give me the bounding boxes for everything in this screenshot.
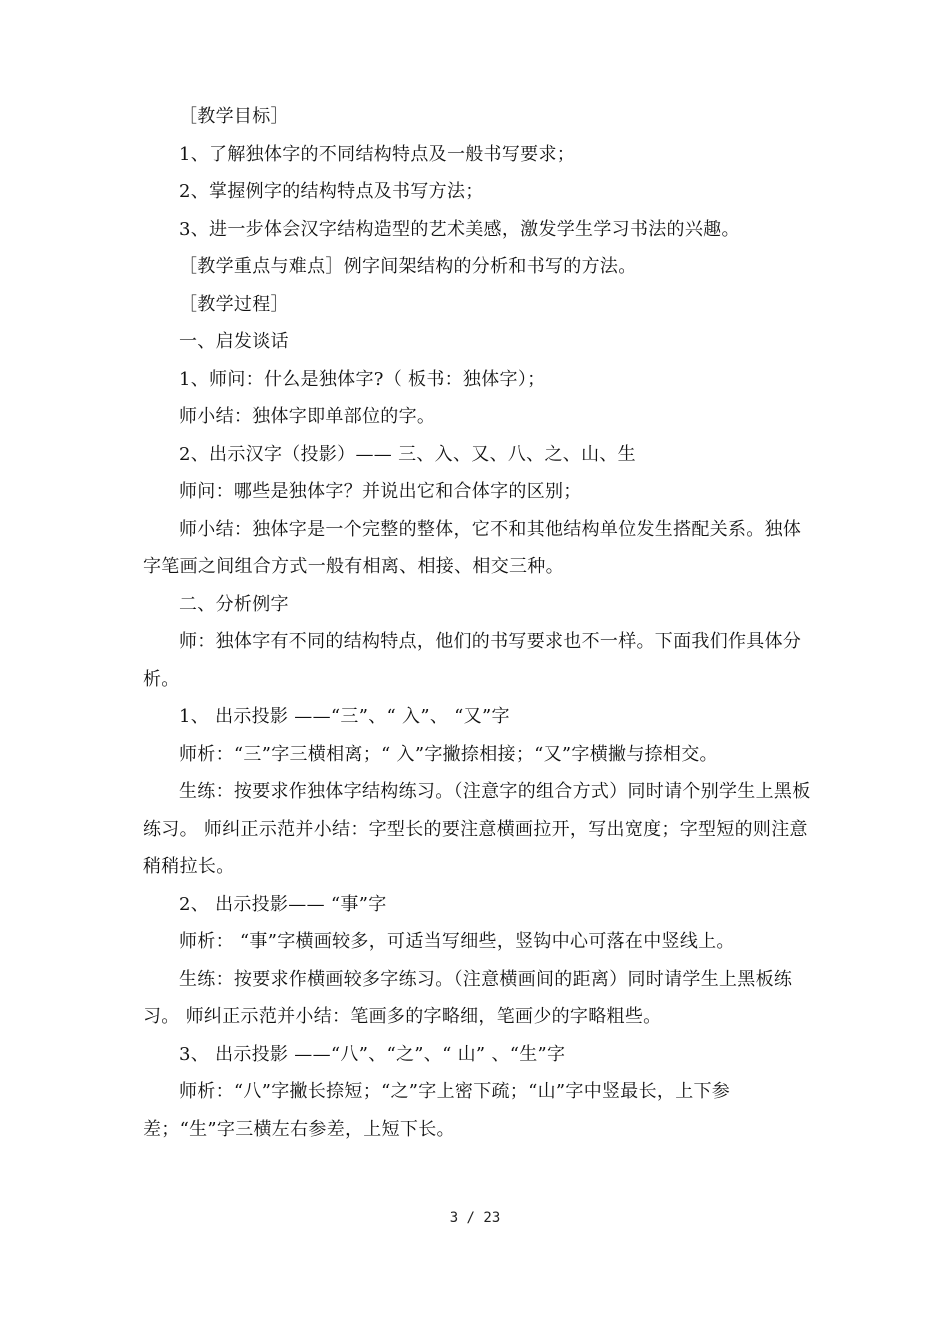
paragraph: 师小结：独体字是一个完整的整体，它不和其他结构单位发生搭配关系。独体字笔画之间组合方式一般有相离、相接、相交三种。 xyxy=(143,518,802,577)
section-heading-teaching-process: ［教学过程］ xyxy=(179,293,289,315)
paragraph: 生练：按要求作独体字结构练习。（注意字的组合方式）同时请个别学生上黑板练习。 师纠正示范并小结：字型长的要注意横画拉开，写出宽度；字型短的则注意稍稍拉长。 xyxy=(143,781,811,877)
paragraph: 师小结：独体字即单部位的字。 xyxy=(179,406,436,427)
section-heading-teaching-goals: ［教学目标］ xyxy=(179,106,289,127)
goal-item-2: 2、掌握例字的结构特点及书写方法； xyxy=(179,181,484,202)
paragraph: 1、师问：什么是独体字?（ 板书：独体字）； xyxy=(179,368,546,390)
paragraph: 生练：按要求作横画较多字练习。（注意横画间的距离）同时请学生上黑板练习。 师纠正示范并小结：笔画多的字略细，笔画少的字略粗些。 xyxy=(143,968,793,1027)
goal-item-1: 1、了解独体字的不同结构特点及一般书写要求； xyxy=(179,143,576,165)
paragraph: 2、 出示投影—— “事”字 xyxy=(179,893,387,915)
paragraph: 3、 出示投影 ——“八”、“之”、“ 山” 、“生”字 xyxy=(179,1043,566,1065)
subheading-opening-talk: 一、启发谈话 xyxy=(179,331,289,352)
section-heading-key-points: ［教学重点与难点］例字间架结构的分析和书写的方法。 xyxy=(179,256,637,277)
paragraph: 师问：哪些是独体字？并说出它和合体字的区别； xyxy=(179,481,582,502)
paragraph: 师析：“三”字三横相离；“ 入”字撇捺相接；“又”字横撇与捺相交。 xyxy=(179,743,718,765)
paragraph: 师析： “事”字横画较多，可适当写细些，竖钩中心可落在中竖线上。 xyxy=(179,931,735,952)
paragraph: 2、出示汉字（投影）—— 三、入、又、八、之、山、生 xyxy=(179,443,636,465)
goal-item-3: 3、进一步体会汉字结构造型的艺术美感，激发学生学习书法的兴趣。 xyxy=(179,218,740,240)
subheading-analyze-examples: 二、分析例字 xyxy=(179,593,289,615)
paragraph: 师：独体字有不同的结构特点，他们的书写要求也不一样。下面我们作具体分析。 xyxy=(143,631,802,690)
document-body xyxy=(143,98,813,1148)
paragraph: 师析：“八”字撇长捺短；“之”字上密下疏；“山”字中竖最长，上下参差；“生”字三横左右参差，上短下长。 xyxy=(143,1081,731,1140)
paragraph: 1、 出示投影 ——“三”、“ 入”、 “又”字 xyxy=(179,706,510,727)
page-number: 3 / 23 xyxy=(449,1210,501,1226)
